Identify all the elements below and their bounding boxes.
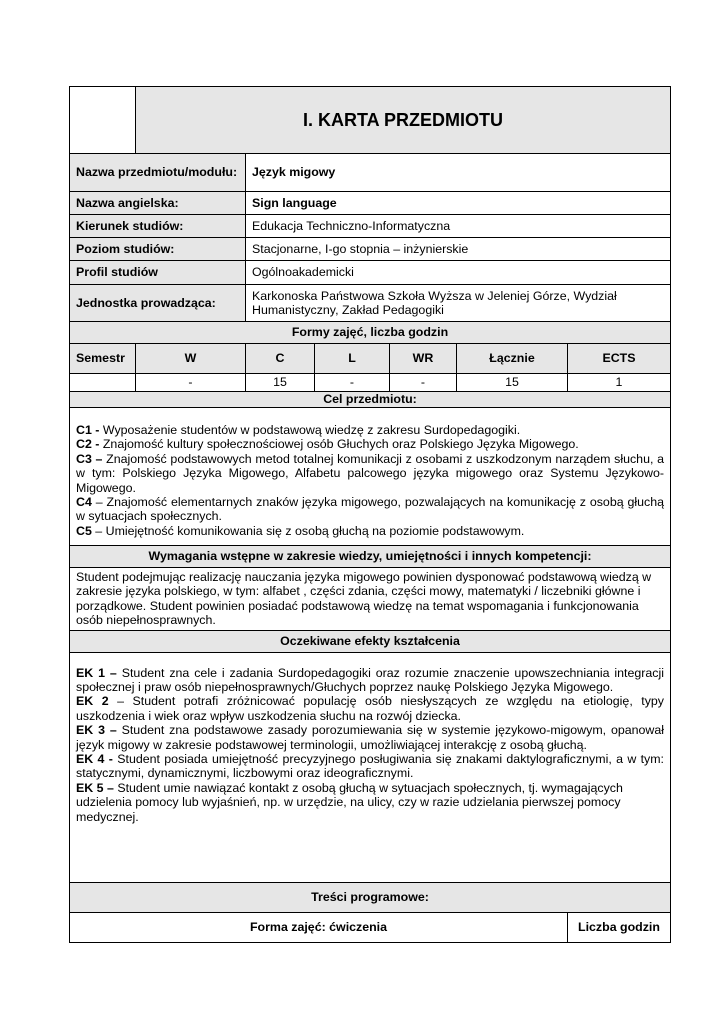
forma-zajec: Forma zajęć: ćwiczenia bbox=[70, 912, 568, 942]
info-value-english: Sign language bbox=[246, 192, 671, 215]
efekty-item: EK 1 – Student zna cele i zadania Surdopedagogiki oraz rozumie znaczenie upowszechniania integracji społecznej i praw osób niepełnosprawnych/Głuchych poprzez naukę Polskiego Języka Migowego. bbox=[76, 665, 664, 695]
info-label-profile: Profil studiów bbox=[70, 261, 246, 285]
cel-item: C3 – Znajomość podstawowych metod totalnej komunikacji z osobami z uszkodzonym narządem słuchu, a w tym: Polskiego Języka Migowego, Alfabetu palcowego języka migowego oraz Systemu Językowo-Migowego. bbox=[76, 451, 664, 495]
forms-header-wr: WR bbox=[390, 344, 457, 374]
forms-header-l: L bbox=[315, 344, 390, 374]
forms-header-c: C bbox=[246, 344, 315, 374]
info-value-unit: Karkonoska Państwowa Szkoła Wyższa w Jeleniej Górze, Wydział Humanistyczny, Zakład Pedagogiki bbox=[246, 285, 671, 322]
info-value-profile: Ogólnoakademicki bbox=[246, 261, 671, 285]
efekty-content bbox=[70, 652, 671, 882]
liczba-godzin: Liczba godzin bbox=[568, 912, 671, 942]
info-label-level: Poziom studiów: bbox=[70, 238, 246, 261]
forms-value-ects: 1 bbox=[568, 374, 671, 392]
forms-value-total: 15 bbox=[457, 374, 568, 392]
forms-header-total: Łącznie bbox=[457, 344, 568, 374]
efekty-item: EK 3 – Student zna podstawowe zasady porozumiewania się w systemie językowo-migowym, opanował język migowy w zakresie podstawowej terminologii, umożliwiającej interakcję z osobą głuchą. bbox=[76, 723, 664, 752]
info-value-direction: Edukacja Techniczno-Informatyczna bbox=[246, 215, 671, 238]
efekty-item: EK 5 – Student umie nawiązać kontakt z osobą głuchą w sytuacjach społecznych, tj. wymagających udzielenia pomocy lub wyjaśnień, np. w urzędzie, na ulicy, czy w razie udzielania pierwszej pomocy medycznej. bbox=[76, 780, 623, 824]
forms-title: Formy zajęć, liczba godzin bbox=[70, 322, 671, 344]
wymagania-content bbox=[70, 568, 671, 631]
forms-value-semestr bbox=[70, 374, 136, 392]
info-label-direction: Kierunek studiów: bbox=[70, 215, 246, 238]
forms-value-l: - bbox=[315, 374, 390, 392]
wymagania-text: Student podejmując realizację nauczania języka migowego powinien dysponować podstawową wiedzą w zakresie języka polskiego, w tym: alfabet , części zdania, części mowy, matematyki / liczebniki główne i porządkowe. Student powinien posiadać podstawową wiedzę na temat wspomagania i funkcjonowania osób niepełnosprawnych. bbox=[76, 570, 652, 628]
course-card bbox=[69, 86, 670, 943]
course-card-table bbox=[69, 86, 671, 943]
forms-value-wr: - bbox=[390, 374, 457, 392]
info-label-unit: Jednostka prowadząca: bbox=[70, 285, 246, 322]
tresci-title: Treści programowe: bbox=[70, 882, 671, 912]
forms-header-semestr: Semestr bbox=[70, 344, 136, 374]
info-label-english: Nazwa angielska: bbox=[70, 192, 246, 215]
info-value-name: Język migowy bbox=[246, 154, 671, 192]
forms-header-ects: ECTS bbox=[568, 344, 671, 374]
cel-title: Cel przedmiotu: bbox=[70, 392, 671, 408]
info-label-name: Nazwa przedmiotu/modułu: bbox=[70, 154, 246, 192]
forms-value-w: - bbox=[136, 374, 246, 392]
cel-item: C4 – Znajomość elementarnych znaków języka migowego, pozwalających na komunikację z osobą głuchą w sytuacjach społecznych. bbox=[76, 495, 664, 524]
forms-header-w: W bbox=[136, 344, 246, 374]
page-title: I. KARTA PRZEDMIOTU bbox=[136, 87, 671, 154]
wymagania-title: Wymagania wstępne w zakresie wiedzy, umiejętności i innych kompetencji: bbox=[70, 546, 671, 568]
logo-cell bbox=[70, 87, 136, 154]
efekty-item: EK 4 - Student posiada umiejętność precyzyjnego posługiwania się znakami daktylograficznymi, a w tym: statycznymi, dynamicznymi, liczbowymi oraz ideograficznymi. bbox=[76, 752, 664, 781]
cel-item: C1 - Wyposażenie studentów w podstawową wiedzę z zakresu Surdopedagogiki. bbox=[76, 423, 521, 437]
cel-item: C5 – Umiejętność komunikowania się z osobą głuchą na poziomie podstawowym. bbox=[76, 523, 525, 538]
forms-value-c: 15 bbox=[246, 374, 315, 392]
cel-content bbox=[70, 408, 671, 546]
info-value-level: Stacjonarne, I-go stopnia – inżynierskie bbox=[246, 238, 671, 261]
cel-item: C2 - Znajomość kultury społecznościowej osób Głuchych oraz Polskiego Języka Migowego. bbox=[76, 437, 579, 452]
efekty-item: EK 2 – Student potrafi zróżnicować populację osób niesłyszących ze względu na etiologię, typy uszkodzenia i wiek oraz wpływ uszkodzenia słuchu na rozwój dziecka. bbox=[76, 694, 665, 723]
efekty-title: Oczekiwane efekty kształcenia bbox=[70, 630, 671, 652]
